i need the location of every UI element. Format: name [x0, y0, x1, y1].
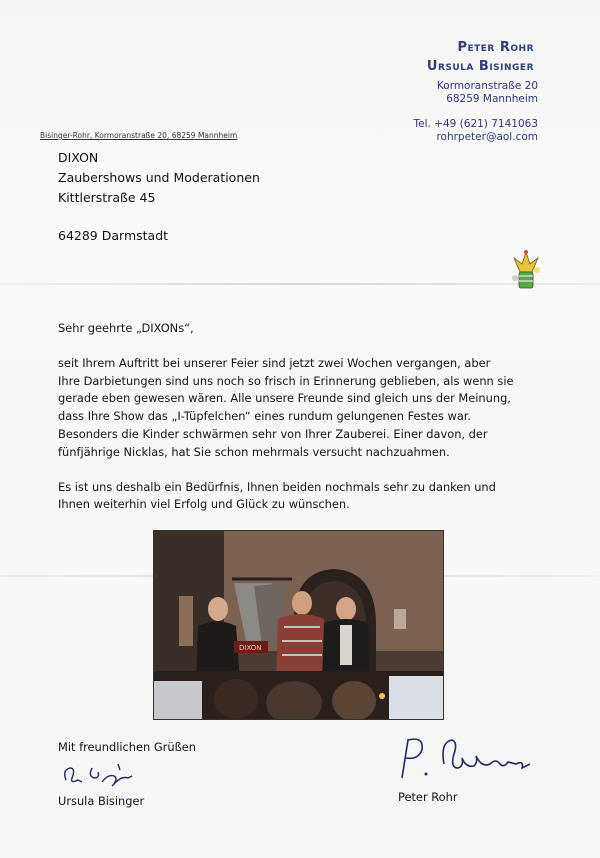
letterhead-street: Kormoranstraße 20 [436, 80, 538, 92]
letter-body [58, 320, 558, 531]
letterhead-address [437, 80, 538, 106]
recipient-address [58, 148, 260, 246]
letterhead-names [427, 38, 534, 76]
signature-right-icon [396, 734, 546, 784]
jester-logo-icon [506, 246, 546, 292]
body-line: fünfjährige Nicklas, hat Sie schon mehrmals versucht nachzuahmen. [58, 444, 450, 459]
paragraph-1 [58, 355, 558, 462]
signer-right-name: Peter Rohr [398, 790, 458, 804]
body-line: seit Ihrem Auftritt bei unserer Feier sind jetzt zwei Wochen vergangen, aber [58, 355, 491, 370]
letterhead-name-2: Ursula Bisinger [426, 59, 534, 74]
closing-text: Mit freundlichen Grüßen [58, 740, 196, 754]
letterhead-name-1: Peter Rohr [457, 40, 534, 55]
paragraph-2 [58, 479, 558, 515]
body-line: Besonders die Kinder schwärmen sehr von Ihrer Zauberei. Einer davon, der [58, 426, 488, 441]
body-line: dass Ihre Show das „I-Tüpfelchen“ eines rundum gelungenen Festes war. [58, 409, 472, 424]
letterhead-email: rohrpeter@aol.com [436, 131, 538, 143]
dixon-sign-text: DIXON [239, 644, 262, 652]
letterhead-contact [413, 118, 538, 144]
recipient-line-4: 64289 Darmstadt [58, 228, 169, 243]
signer-left-name: Ursula Bisinger [58, 794, 145, 808]
signature-left-icon [58, 758, 158, 792]
event-photo [153, 530, 444, 720]
body-line: Es ist uns deshalb ein Bedürfnis, Ihnen beiden nochmals sehr zu danken und [58, 479, 496, 494]
body-line: Ihre Darbietungen sind uns noch so frisch in Erinnerung geblieben, als wenn sie [58, 373, 514, 388]
salutation: Sehr geehrte „DIXONs“, [58, 321, 194, 335]
body-line: gerade eben gewesen wären. Alle unsere Freunde sind gleich uns der Meinung, [58, 391, 511, 406]
letterhead-city: 68259 Mannheim [446, 93, 538, 105]
body-line: Ihnen weiterhin viel Erfolg und Glück zu wünschen. [58, 497, 350, 512]
recipient-line-1: DIXON [58, 150, 99, 165]
letterhead-phone: Tel. +49 (621) 7141063 [413, 118, 538, 130]
recipient-line-3: Kittlerstraße 45 [58, 190, 156, 205]
return-address-line: Bisinger-Rohr, Kormoranstraße 20, 68259 Mannheim [40, 131, 238, 140]
event-photo-illustration [154, 531, 443, 719]
recipient-line-2: Zaubershows und Moderationen [58, 170, 260, 185]
